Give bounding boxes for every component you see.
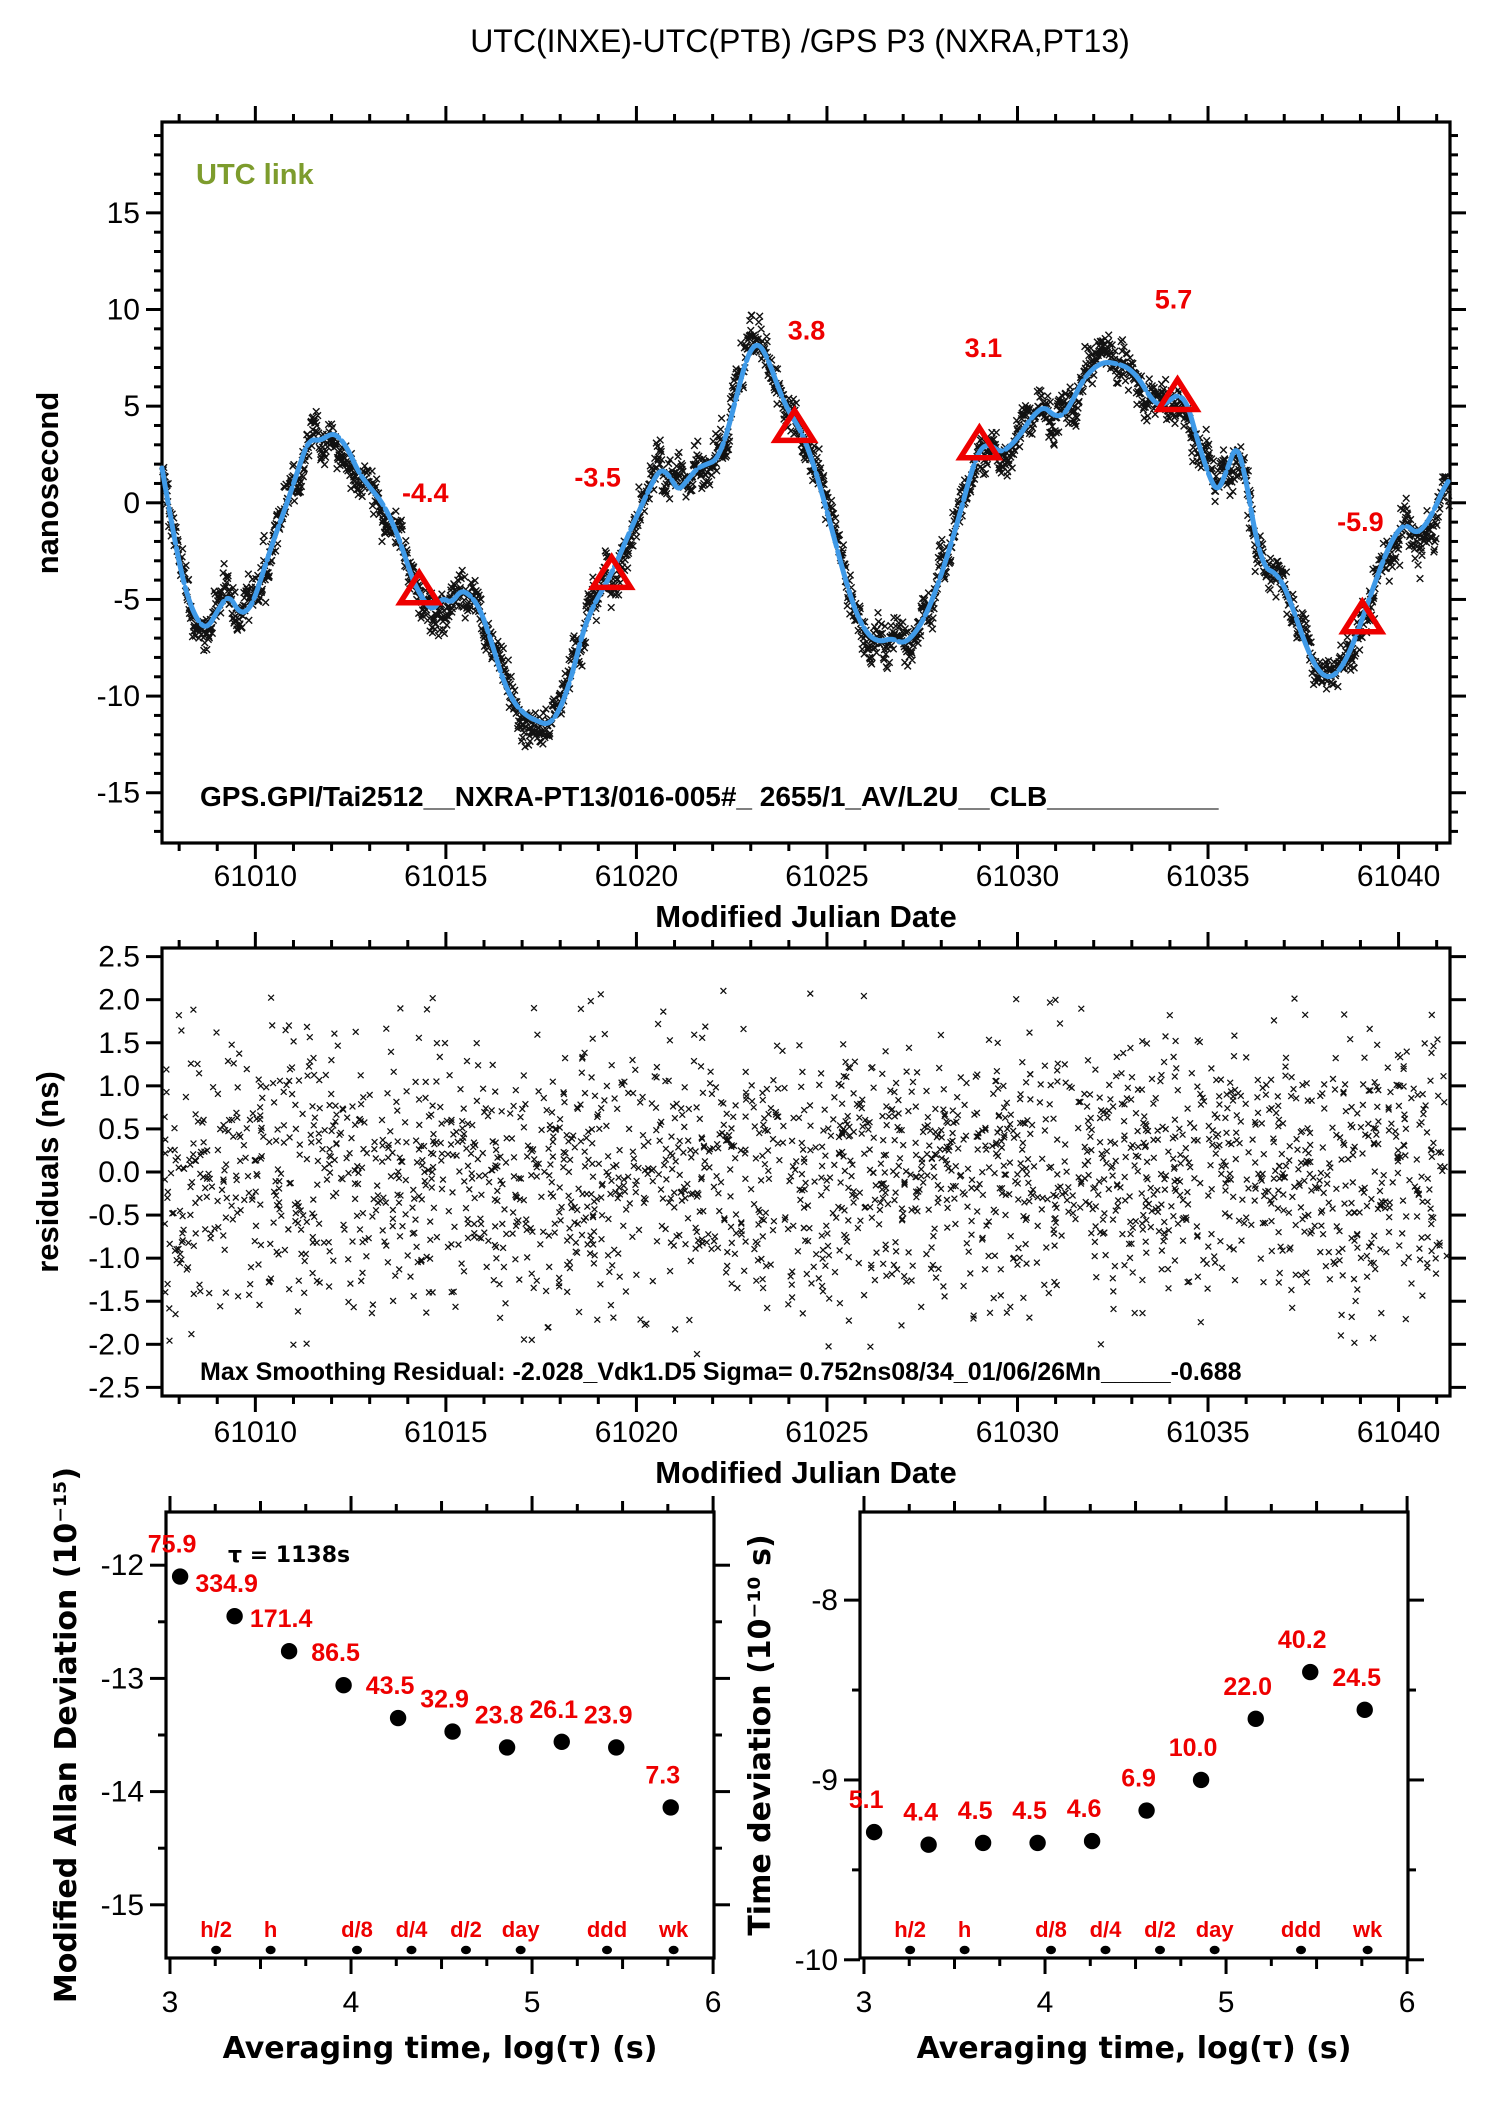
svg-text:5: 5 (1217, 1986, 1235, 2019)
deviation-point (866, 1824, 882, 1840)
svg-text:32.9: 32.9 (420, 1685, 469, 1714)
svg-text:86.5: 86.5 (311, 1639, 360, 1668)
deviation-point (1084, 1833, 1100, 1849)
svg-text:wk: wk (1352, 1917, 1383, 1942)
mdev-panel (101, 1496, 730, 2019)
time-mark-dot (669, 1946, 679, 1954)
svg-text:6: 6 (1398, 1986, 1416, 2019)
svg-text:10.0: 10.0 (1168, 1733, 1218, 1762)
deviation-point (444, 1723, 460, 1739)
svg-text:-2.5: -2.5 (88, 1371, 140, 1405)
svg-text:61030: 61030 (975, 1416, 1060, 1449)
deviation-point (1138, 1802, 1154, 1818)
svg-text:61020: 61020 (594, 860, 679, 893)
svg-text:-4.4: -4.4 (401, 477, 449, 508)
time-mark-dot (1210, 1946, 1220, 1954)
svg-text:61035: 61035 (1166, 1416, 1250, 1449)
smoothed-curve (162, 345, 1448, 723)
svg-text:43.5: 43.5 (365, 1672, 415, 1701)
svg-text:-1.5: -1.5 (88, 1285, 140, 1319)
deviation-point (663, 1799, 679, 1815)
residuals-annotation: Max Smoothing Residual: -2.028_Vdk1.D5 Sigma= 0.752ns08/34_01/06/26Mn_____-0.688 (200, 1358, 1242, 1386)
svg-text:3.1: 3.1 (964, 332, 1003, 363)
tdev-x-axis-title: Averaging time, log(τ) (s) (916, 2031, 1352, 2066)
deviation-point (1302, 1664, 1318, 1680)
svg-text:3: 3 (161, 1986, 179, 2019)
deviation-point (390, 1710, 406, 1726)
time-mark-dot (1100, 1946, 1110, 1954)
svg-text:7.3: 7.3 (645, 1761, 681, 1790)
top-x-axis-title: Modified Julian Date (655, 899, 957, 934)
svg-text:1.5: 1.5 (98, 1026, 140, 1060)
svg-text:4.4: 4.4 (903, 1798, 938, 1827)
svg-text:61020: 61020 (594, 1416, 679, 1449)
svg-text:24.5: 24.5 (1332, 1663, 1382, 1692)
svg-text:wk: wk (658, 1917, 689, 1942)
svg-text:6: 6 (704, 1986, 722, 2019)
svg-text:4: 4 (1036, 1986, 1054, 2019)
time-mark-dot (1155, 1946, 1165, 1954)
svg-text:4.5: 4.5 (1012, 1796, 1047, 1825)
svg-text:61015: 61015 (404, 860, 488, 893)
svg-text:5: 5 (123, 390, 140, 424)
svg-text:6.9: 6.9 (1121, 1764, 1156, 1793)
deviation-point (608, 1739, 624, 1755)
svg-text:5.7: 5.7 (1154, 284, 1193, 315)
time-mark-dot (406, 1946, 416, 1954)
svg-text:22.0: 22.0 (1223, 1672, 1273, 1701)
deviation-point (554, 1734, 570, 1750)
svg-text:5: 5 (523, 1986, 541, 2019)
svg-text:-1.0: -1.0 (88, 1242, 140, 1276)
tdev-panel-border (860, 1512, 1408, 1958)
svg-text:334.9: 334.9 (195, 1570, 258, 1599)
deviation-point (920, 1837, 936, 1853)
svg-text:h/2: h/2 (894, 1917, 927, 1942)
svg-text:2.0: 2.0 (98, 983, 140, 1017)
svg-text:4.6: 4.6 (1066, 1795, 1102, 1824)
deviation-point (975, 1835, 991, 1851)
svg-text:61010: 61010 (213, 1416, 298, 1449)
deviation-point (1248, 1711, 1264, 1727)
svg-text:-14: -14 (100, 1775, 144, 1809)
svg-text:-5.9: -5.9 (1337, 506, 1384, 537)
svg-text:d/2: d/2 (1144, 1917, 1176, 1942)
time-mark-dot (960, 1946, 970, 1954)
residuals-y-axis-title: residuals (ns) (30, 1071, 65, 1273)
mdev-y-axis-title: Modified Allan Deviation (10⁻¹⁵) (49, 1466, 84, 2004)
svg-text:d/8: d/8 (341, 1917, 373, 1942)
tdev-panel (795, 1496, 1424, 2019)
deviation-point (226, 1608, 242, 1624)
svg-text:day: day (1195, 1917, 1234, 1942)
deviation-point (1193, 1772, 1209, 1788)
svg-text:h: h (263, 1917, 278, 1942)
time-mark-dot (1296, 1946, 1306, 1954)
svg-text:-10: -10 (794, 1943, 838, 1977)
time-mark-dot (1363, 1946, 1373, 1954)
svg-text:-2.0: -2.0 (88, 1328, 140, 1362)
svg-text:61015: 61015 (404, 1416, 488, 1449)
svg-text:0.0: 0.0 (98, 1156, 140, 1189)
svg-text:61035: 61035 (1166, 860, 1250, 893)
mdev-tau-note: τ = 1138s (228, 1543, 351, 1568)
svg-text:-5: -5 (113, 583, 140, 617)
svg-text:ddd: ddd (586, 1917, 628, 1942)
tdev-y-axis-title: Time deviation (10⁻¹⁰ s) (743, 1534, 778, 1936)
svg-text:3.8: 3.8 (787, 315, 826, 346)
svg-text:61025: 61025 (785, 1416, 869, 1449)
svg-text:23.9: 23.9 (583, 1701, 633, 1730)
svg-text:10: 10 (106, 293, 140, 327)
svg-text:day: day (501, 1917, 540, 1942)
svg-text:d/4: d/4 (395, 1917, 428, 1942)
deviation-point (335, 1677, 351, 1693)
top-y-axis-title: nanosecond (30, 391, 65, 575)
svg-text:40.2: 40.2 (1277, 1626, 1327, 1655)
svg-text:h/2: h/2 (200, 1917, 233, 1942)
deviation-point (499, 1739, 515, 1755)
time-mark-dot (602, 1946, 612, 1954)
svg-text:ddd: ddd (1280, 1917, 1322, 1942)
residual-scatter-points (162, 988, 1450, 1357)
utc-link-note: UTC link (196, 159, 314, 191)
mdev-x-axis-title: Averaging time, log(τ) (s) (222, 2031, 658, 2066)
figure-title: UTC(INXE)-UTC(PTB) /GPS P3 (NXRA,PT13) (470, 23, 1130, 59)
svg-text:-15: -15 (100, 1888, 144, 1922)
time-mark-dot (905, 1946, 915, 1954)
svg-text:-9: -9 (811, 1763, 838, 1797)
svg-text:171.4: 171.4 (249, 1605, 313, 1634)
svg-text:23.8: 23.8 (474, 1701, 524, 1730)
svg-text:2.5: 2.5 (98, 940, 140, 974)
svg-text:3: 3 (855, 1986, 873, 2019)
svg-text:-3.5: -3.5 (574, 462, 621, 493)
deviation-point (281, 1643, 297, 1659)
svg-text:75.9: 75.9 (147, 1530, 197, 1559)
top-panel (97, 106, 1466, 893)
deviation-point (172, 1568, 188, 1584)
time-mark-dot (1046, 1946, 1056, 1954)
svg-text:61025: 61025 (785, 860, 869, 893)
svg-text:d/2: d/2 (450, 1917, 482, 1942)
svg-text:-0.5: -0.5 (88, 1199, 140, 1233)
time-mark-dot (211, 1946, 221, 1954)
svg-text:-13: -13 (100, 1662, 144, 1696)
svg-text:61010: 61010 (213, 860, 298, 893)
svg-text:61040: 61040 (1356, 1416, 1441, 1449)
time-mark-dot (516, 1946, 526, 1954)
deviation-point (1357, 1702, 1373, 1718)
svg-text:-12: -12 (100, 1549, 144, 1583)
svg-text:15: 15 (106, 196, 140, 230)
time-mark-dot (266, 1946, 276, 1954)
svg-text:d/8: d/8 (1035, 1917, 1067, 1942)
svg-text:-10: -10 (96, 680, 140, 714)
svg-text:26.1: 26.1 (529, 1695, 579, 1724)
svg-text:1.0: 1.0 (98, 1069, 140, 1103)
residuals-x-axis-title: Modified Julian Date (655, 1455, 957, 1490)
svg-text:-15: -15 (96, 776, 140, 810)
top-scatter-points (160, 312, 1453, 750)
svg-text:0: 0 (123, 486, 140, 520)
time-mark-dot (352, 1946, 362, 1954)
top-panel-footer-code: GPS.GPI/Tai2512__NXRA-PT13/016-005#_ 2655/1_AV/L2U__CLB___________ (200, 781, 1219, 812)
svg-text:h: h (957, 1917, 972, 1942)
svg-text:4.5: 4.5 (957, 1796, 993, 1825)
time-mark-dot (461, 1946, 471, 1954)
svg-text:5.1: 5.1 (848, 1786, 884, 1815)
svg-text:61040: 61040 (1356, 860, 1441, 893)
svg-text:61030: 61030 (975, 860, 1060, 893)
svg-text:-8: -8 (811, 1584, 838, 1618)
deviation-point (1029, 1835, 1045, 1851)
svg-text:d/4: d/4 (1089, 1917, 1122, 1942)
svg-text:4: 4 (342, 1986, 360, 2019)
svg-text:0.5: 0.5 (98, 1112, 140, 1146)
